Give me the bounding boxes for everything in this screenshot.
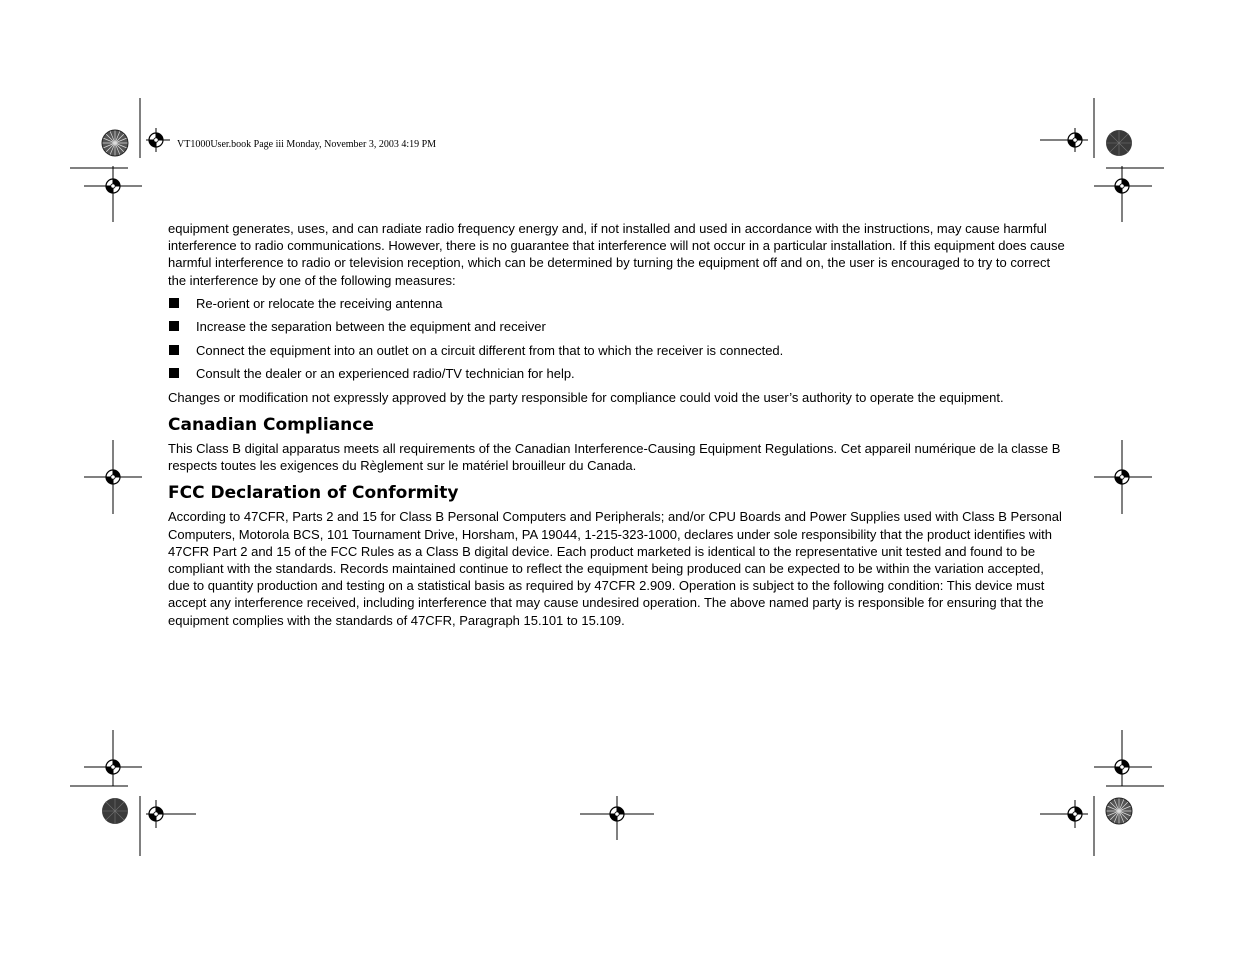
list-item-text: Increase the separation between the equipment and receiver — [196, 319, 546, 335]
list-item-text: Re-orient or relocate the receiving antenna — [196, 295, 443, 311]
fcc-declaration-heading: FCC Declaration of Conformity — [168, 483, 459, 504]
canadian-compliance-text: This Class B digital apparatus meets all requirements of the Canadian Interference-Causing Equipment Regulations. Cet appareil numérique de la classe B respects toutes les exigences du Règlement sur le matériel brouilleur du Canada. — [168, 441, 1061, 474]
measures-list — [168, 295, 1068, 383]
list-item-text: Consult the dealer or an experienced radio/TV technician for help. — [196, 366, 575, 382]
square-bullet-icon — [169, 298, 179, 308]
intro-paragraph: equipment generates, uses, and can radiate radio frequency energy and, if not installed and used in accordance with the instructions, may cause harmful interference to radio communications. However, there is no guarantee that interference will not occur in a particular installation. If this equipment does cause harmful interference to radio or television reception, which can be determined by turning the equipment off and on, the user is encouraged to try to correct the interference by one of the following measures: — [168, 221, 1065, 288]
list-item — [168, 365, 1068, 382]
canadian-compliance-heading: Canadian Compliance — [168, 415, 374, 436]
changes-paragraph: Changes or modification not expressly approved by the party responsible for compliance could void the user’s authority to operate the equipment. — [168, 389, 1004, 405]
square-bullet-icon — [169, 345, 179, 355]
square-bullet-icon — [169, 368, 179, 378]
list-item — [168, 342, 1068, 359]
print-header-slug: VT1000User.book Page iii Monday, November 3, 2003 4:19 PM — [177, 139, 437, 150]
list-item — [168, 318, 1068, 335]
list-item — [168, 295, 1068, 312]
square-bullet-icon — [169, 321, 179, 331]
fcc-declaration-text: According to 47CFR, Parts 2 and 15 for Class B Personal Computers and Peripherals; and/or CPU Boards and Power Supplies used with Class B Personal Computers, Motorola BCS, 101 Tournament Drive, Horsham, PA 19044, 1-215-323-1000, declares under sole responsibility that the product identifies with 47CFR Part 2 and 15 of the FCC Rules as a Class B digital device. Each product marketed is identical to the representative unit tested and found to be compliant with the standards. Records maintained continue to reflect the equipment being produced can be expected to be within the variation accepted, due to quantity production and testing on a statistical basis as required by 47CFR 2.909. Operation is subject to the following condition: This device must accept any interference received, including interference that may cause undesired operation. The above named party is responsible for ensuring that the equipment complies with the standards of 47CFR, Paragraph 15.101 to 15.109. — [168, 509, 1062, 628]
main-content — [168, 220, 1068, 629]
list-item-text: Connect the equipment into an outlet on a circuit different from that to which the receiver is connected. — [196, 342, 784, 358]
